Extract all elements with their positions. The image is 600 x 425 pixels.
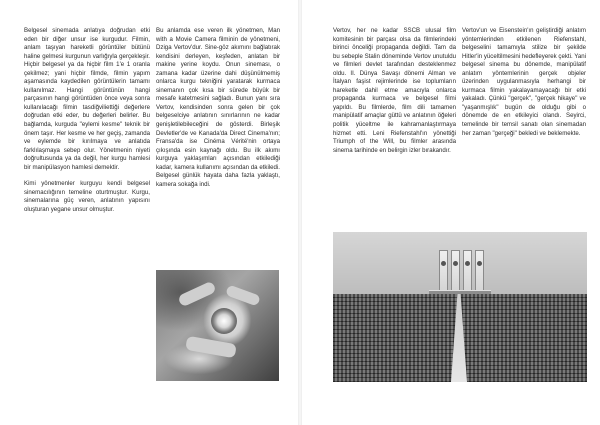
text-column-4 (462, 27, 586, 146)
rally-crowd-photo (333, 232, 587, 382)
paragraph: Belgesel sinemada anlatıya doğrudan etki eden bir diğer unsur ise kurgudur. Filmin, anlam taşıyan hareketli görüntüler bütünü haline gelmesi kurgunun varlığıyla gerçekleşir. Hiçbir belgesel ya da hiçbir film 1'e 1 oranla çekilmez; yani hiçbir filmde, filmin yapım aşamasında kaydedilen görüntülerin tamamı kullanılmaz. Hangi görüntünün hangi parçasının hangi görüntüden önce veya sonra kullanılacağı filmin tasdiğviliettiği değerlere doğrudan etki eder, bu değerleri belirler. Bu bağlamda, kurguda "eylemi kesme" teknik bir önem taşır. Her kesme ve her geçiş, zamanda ve eylemde bir kırılmaya ve anlatıda farklılaşmaya sebep olur. Yönetmenin niyeti doğrultusunda ya da değil, her kurgu hamlesi bir manipülasyon hamlesi demektir. (24, 27, 150, 171)
paragraph: Kimi yönetmenler kurguyu kendi belgesel sinemacılığının temeline oturtmuştur. Kurgu, sinemalarına güç veren, anlatının yapısını oluşturan yegane unsur olmuştur. (24, 180, 150, 213)
lens-eye-icon (211, 308, 237, 334)
finger-shape (177, 281, 217, 308)
text-column-2 (156, 27, 280, 197)
text-column-1 (24, 27, 150, 222)
text-column-3 (333, 27, 456, 163)
paragraph: Vertov'un ve Eisenstein'ın geliştirdiği anlatım yöntemlerinden etkilenen Riefenstahl, belgeselini tamamıyla stilize bir şekilde Hitler'in yüceltilmesini hedefleyerek çekti. Yani belgesel sinema bu dönemde, manipülatif anlatım yöntemlerinin gerçek objeler üzerinden uygulanmasıyla herhangi bir kurmaca filmin yakalayamayacağı bir etki yakaladı. Çünkü "gerçek", "gerçek hikaye" ve "yaşanmışlık" bugün de olduğu gibi o dönemde de en etkileyici olandı. Seyirci, temelinde bir temsil sanatı olan sinemadan her zaman "gerçeği" bekledi ve beklemekte. (462, 27, 586, 137)
book-gutter (298, 0, 302, 425)
rally-sky (333, 232, 587, 294)
finger-shape (185, 336, 237, 358)
paragraph: Vertov, her ne kadar SSCB ulusal film komitesinin bir parçası olsa da filmlerindeki birinci önceliği propaganda değildi. Tam da bu sebeple Stalin döneminde Vertov unutuldu ve filmleri devlet tarafından desteklenmez oldu. II. Dünya Savaşı dönemi Alman ve İtalyan faşist rejimlerinde ise toplumların hareketle dahil etme amacıyla onlarca propaganda kurmaca ve belgesel filmi yapıldı. Bu filmlerde, film dili tamamen manipülatif amaçlar güttü ve anlatının öğeleri politik yüceltme ile kahramanlaştırmaya hizmet etti. Leni Riefenstahl'ın yönettiği Triumph of the Will, bu filmler arasında sinema tarihinde en belirgin izler bırakandır. (333, 27, 456, 154)
paragraph: Bu anlamda ese veren ilk yönetmen, Man with a Movie Camera filminin de yönetmeni, Dziga Vertov'dur. Sine-göz akımını bağlatırak kendisini derleyen, keşfeden, anlatan bir makine yerine koydu. Onun sineması, o zamana kadar üzerine dahi düşünülmemiş onlarca kurgu tekniğini yaratarak kurmaca sinemanın çok kısa bir sürede büyük bir mesafe katetmesini sağladı. Bunun yanı sıra Vertov, kendisinden sonra gelen bir çok belgeselciye anlatının sınırlarının ne kadar genişletilebileceğini de gösterdi. Birleşik Devletler'de ve Kanada'da Direct Cinema'nın; Fransa'da ise Cinéma Vérité'nin ortaya çıkışında esin kaynağı oldu. Bu ilk akımı kurguya yaklaşımları açısından etkilediği kadar, kamera kullanımı açısından da etkiledi. Belgesel günlük hayata daha fazla yaklaştı, kamera sokağa indi. (156, 27, 280, 188)
finger-shape (225, 285, 261, 307)
hand-camera-photo (156, 270, 279, 381)
